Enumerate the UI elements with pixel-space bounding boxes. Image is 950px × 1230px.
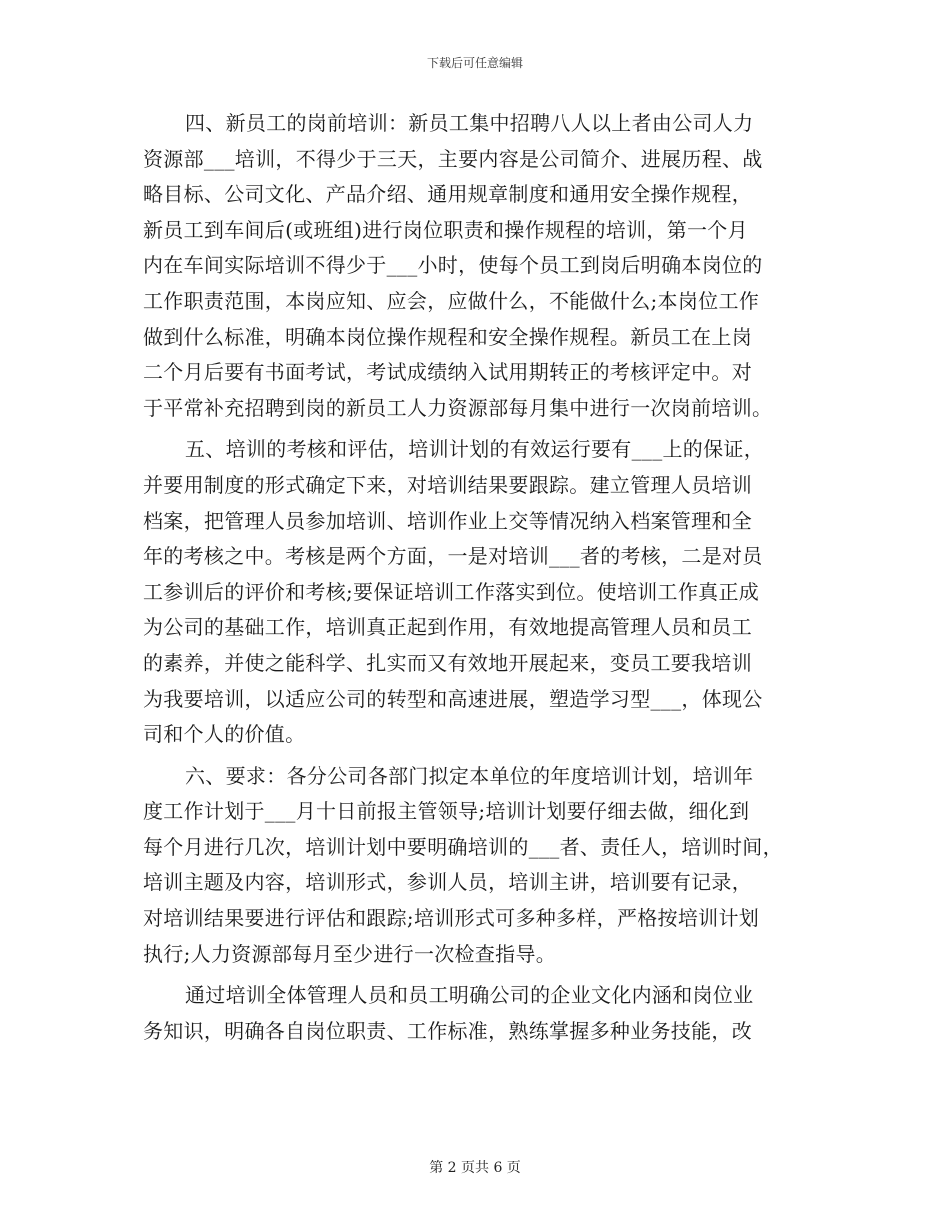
- text-line: 五、培训的考核和评估，培训计划的有效运行要有___上的保证，: [185, 437, 764, 462]
- text-line: 于平常补充招聘到岗的新员工人力资源部每月集中进行一次岗前培训。: [143, 395, 773, 420]
- text-line: 内在车间实际培训不得少于___小时，使每个员工到岗后明确本岗位的: [143, 253, 763, 278]
- document-body: [143, 106, 807, 1055]
- paragraph-training-goals: [143, 978, 807, 1049]
- text-line: 司和个人的价值。: [143, 722, 306, 747]
- page-header-note: 下载后可任意编辑: [426, 56, 523, 70]
- paragraph-requirements: [143, 759, 807, 973]
- text-line: 对培训结果要进行评估和跟踪;培训形式可多种多样，严格按培训计划: [143, 906, 760, 931]
- text-line: 务知识，明确各自岗位职责、工作标准，熟练掌握多种业务技能，改: [143, 1018, 752, 1043]
- text-line: 为我要培训，以适应公司的转型和高速进展，塑造学习型___，体现公: [143, 686, 763, 711]
- text-line: 度工作计划于___月十日前报主管领导;培训计划要仔细去做，细化到: [143, 799, 750, 824]
- text-line: 的素养，并使之能科学、扎实而又有效地开展起来，变员工要我培训: [143, 650, 752, 675]
- text-line: 工参训后的评价和考核;要保证培训工作落实到位。使培训工作真正成: [143, 579, 760, 604]
- text-line: 每个月进行几次，培训计划中要明确培训的___者、责任人，培训时间，: [143, 834, 783, 859]
- paragraph-assessment-evaluation: [143, 432, 807, 752]
- text-line: 新员工到车间后(或班组)进行岗位职责和操作规程的培训，第一个月: [143, 217, 748, 242]
- text-line: 做到什么标准，明确本岗位操作规程和安全操作规程。新员工在上岗: [143, 324, 752, 349]
- text-line: 培训主题及内容，培训形式，参训人员，培训主讲，培训要有记录，: [143, 870, 752, 895]
- text-line: 略目标、公司文化、产品介绍、通用规章制度和通用安全操作规程，: [143, 182, 752, 207]
- page-number: 第 2 页共 6 页: [429, 1160, 521, 1176]
- text-line: 通过培训全体管理人员和员工明确公司的企业文化内涵和岗位业: [185, 983, 754, 1008]
- text-line: 并要用制度的形式确定下来，对培训结果要跟踪。建立管理人员培训: [143, 472, 752, 497]
- text-line: 年的考核之中。考核是两个方面，一是对培训___者的考核，二是对员: [143, 544, 763, 569]
- text-line: 档案，把管理人员参加培训、培训作业上交等情况纳入档案管理和全: [143, 508, 752, 533]
- text-line: 资源部___培训，不得少于三天，主要内容是公司简介、进展历程、战: [143, 146, 763, 171]
- text-line: 工作职责范围，本岗应知、应会，应做什么，不能做什么;本岗位工作: [143, 288, 760, 313]
- text-line: 为公司的基础工作，培训真正起到作用，有效地提高管理人员和员工: [143, 615, 752, 640]
- text-line: 六、要求：各分公司各部门拟定本单位的年度培训计划，培训年: [185, 763, 754, 788]
- text-line: 执行;人力资源部每月至少进行一次检查指导。: [143, 941, 557, 966]
- text-line: 二个月后要有书面考试，考试成绩纳入试用期转正的考核评定中。对: [143, 360, 752, 385]
- text-line: 四、新员工的岗前培训：新员工集中招聘八人以上者由公司人力: [185, 111, 754, 135]
- paragraph-new-employee-training: [143, 106, 807, 426]
